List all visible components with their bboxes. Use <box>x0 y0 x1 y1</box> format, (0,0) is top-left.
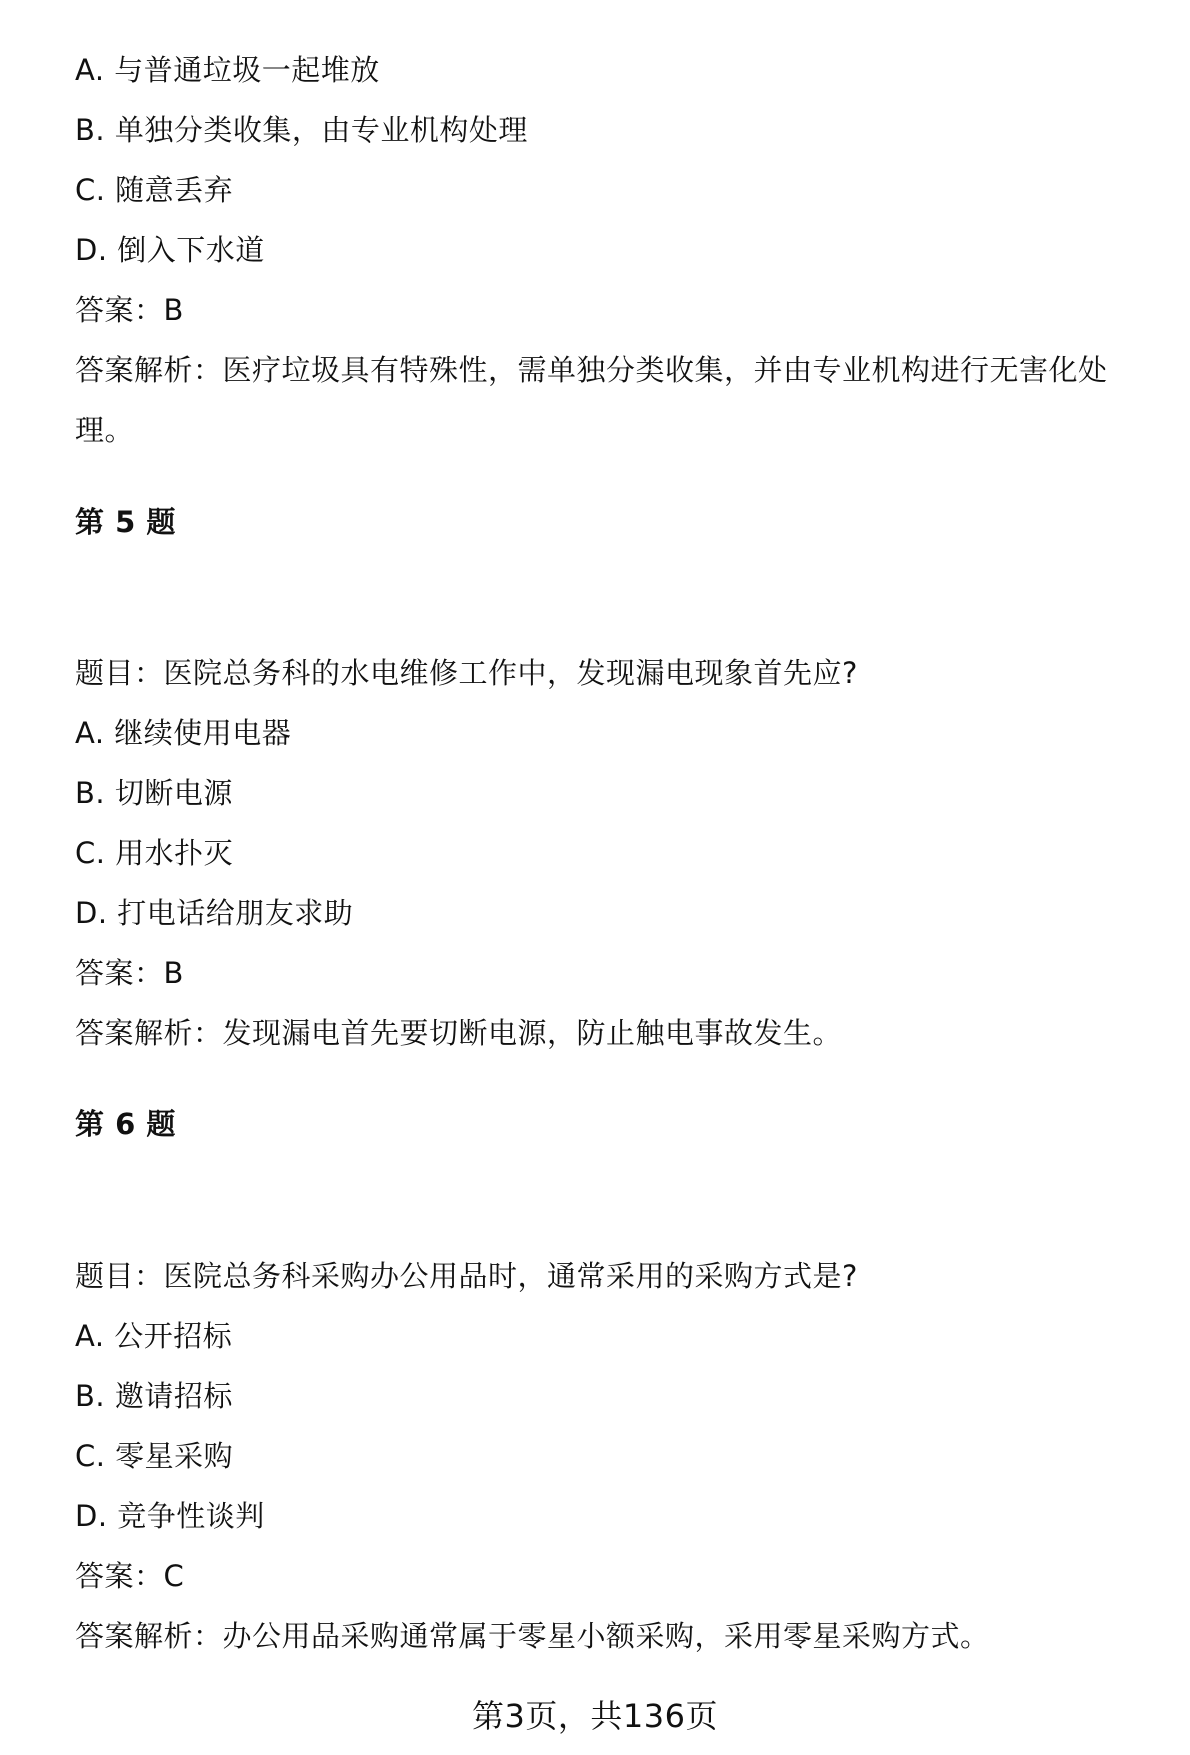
page-indicator: 第3页，共136页 <box>472 1697 718 1735</box>
q4-answer: 答案：B <box>75 293 184 327</box>
q5-option-a: A. 继续使用电器 <box>75 716 292 750</box>
q4-option-d: D. 倒入下水道 <box>75 233 265 267</box>
q4-explanation-line2: 理。 <box>75 413 135 447</box>
q5-option-b: B. 切断电源 <box>75 776 233 810</box>
q6-option-d: D. 竞争性谈判 <box>75 1499 265 1533</box>
q6-answer: 答案：C <box>75 1559 185 1593</box>
q4-option-c: C. 随意丢弃 <box>75 173 234 207</box>
q5-heading: 第 5 题 <box>75 505 176 539</box>
q5-explanation: 答案解析：发现漏电首先要切断电源，防止触电事故发生。 <box>75 1016 843 1050</box>
q5-question: 题目：医院总务科的水电维修工作中，发现漏电现象首先应? <box>75 656 858 690</box>
q5-option-c: C. 用水扑灭 <box>75 836 234 870</box>
q4-option-b: B. 单独分类收集，由专业机构处理 <box>75 113 528 147</box>
q6-option-b: B. 邀请招标 <box>75 1379 233 1413</box>
q6-explanation: 答案解析：办公用品采购通常属于零星小额采购，采用零星采购方式。 <box>75 1619 990 1653</box>
q6-option-a: A. 公开招标 <box>75 1319 233 1353</box>
q6-option-c: C. 零星采购 <box>75 1439 234 1473</box>
q4-option-a: A. 与普通垃圾一起堆放 <box>75 53 380 87</box>
q6-question: 题目：医院总务科采购办公用品时，通常采用的采购方式是? <box>75 1259 858 1293</box>
q4-explanation-line1: 答案解析：医疗垃圾具有特殊性，需单独分类收集，并由专业机构进行无害化处 <box>75 353 1108 387</box>
q5-option-d: D. 打电话给朋友求助 <box>75 896 354 930</box>
q5-answer: 答案：B <box>75 956 184 990</box>
q6-heading: 第 6 题 <box>75 1107 176 1141</box>
